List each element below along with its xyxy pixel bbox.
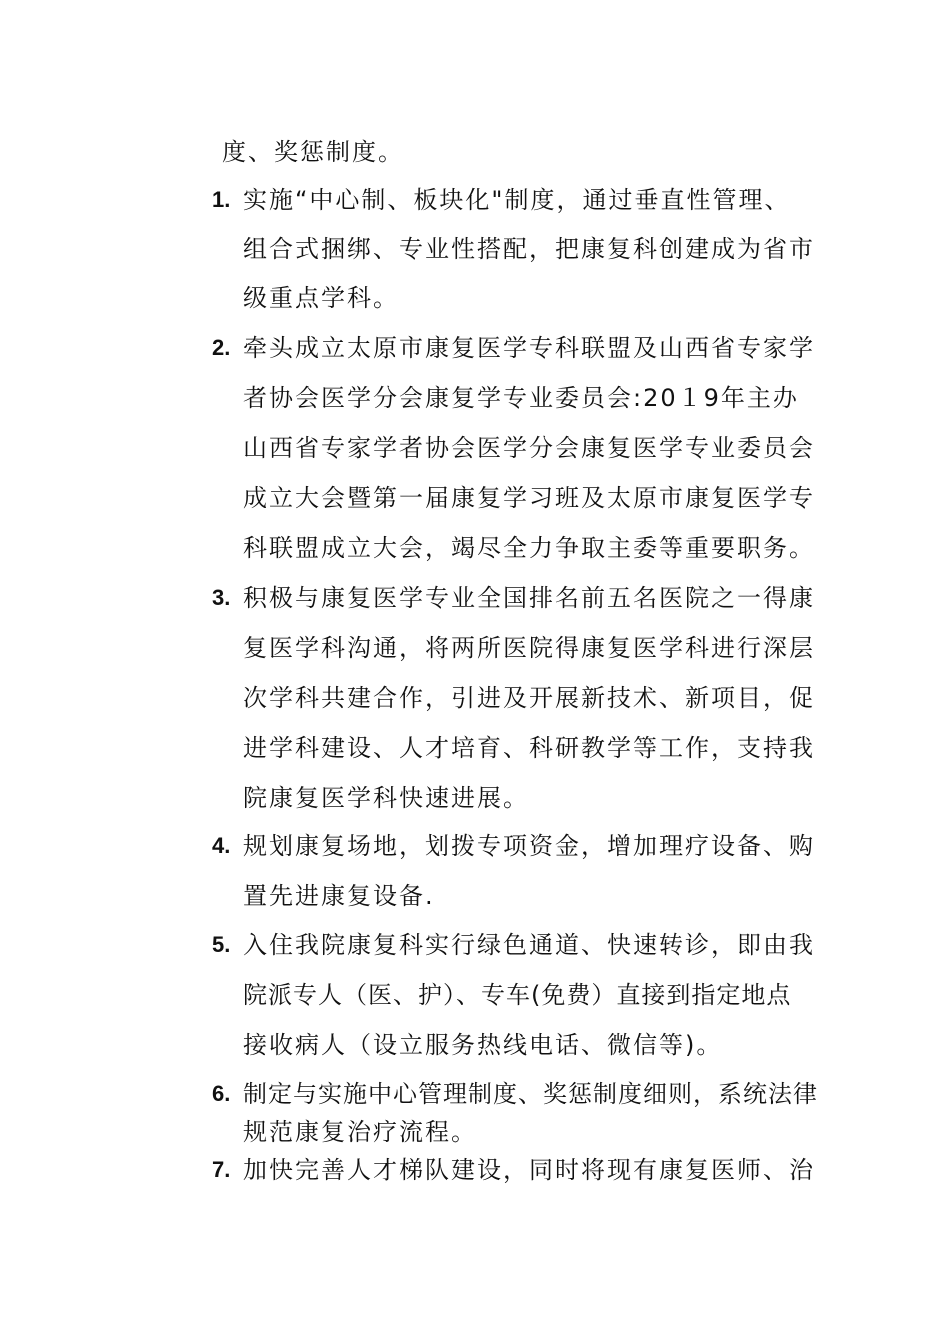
item-3-line-2: 复医学科沟通，将两所医院得康复医学科进行深层 — [243, 634, 815, 662]
item-6-number: 6. — [212, 1081, 231, 1106]
item-4-line-1: 规划康复场地，划拨专项资金，增加理疗设备、购 — [243, 832, 815, 860]
item-2-line-1: 牵头成立太原市康复医学专科联盟及山西省专家学 — [243, 334, 815, 362]
item-1-line-3: 级重点学科。 — [243, 284, 399, 312]
item-2-line-5: 科联盟成立大会，竭尽全力争取主委等重要职务。 — [243, 534, 815, 562]
item-5-line-2: 院派专人（医、护）、专车(免费）直接到指定地点 — [243, 981, 792, 1009]
item-1-line-1: 实施“中心制、板块化"制度，通过垂直性管理、 — [243, 186, 791, 214]
item-4-line-2: 置先进康复设备. — [243, 882, 435, 910]
item-2-number: 2. — [212, 335, 231, 360]
item-3-line-5: 院康复医学科快速进展。 — [243, 784, 529, 812]
item-3-number: 3. — [212, 585, 231, 610]
item-3-line-1: 积极与康复医学专业全国排名前五名医院之一得康 — [243, 584, 815, 612]
item-6-line-2: 规范康复治疗流程。 — [243, 1118, 477, 1146]
item-1-line-2: 组合式捆绑、专业性搭配，把康复科创建成为省市 — [243, 235, 815, 263]
item-7-line-1: 加快完善人才梯队建设，同时将现有康复医师、治 — [243, 1156, 815, 1184]
item-6-line-1: 制定与实施中心管理制度、奖惩制度细则，系统法律 — [243, 1080, 818, 1108]
item-5-line-1: 入住我院康复科实行绿色通道、快速转诊，即由我 — [243, 931, 815, 959]
item-5-number: 5. — [212, 932, 231, 957]
item-3-line-4: 进学科建设、人才培育、科研教学等工作，支持我 — [243, 734, 815, 762]
item-4-number: 4. — [212, 833, 231, 858]
item-3-line-3: 次学科共建合作，引进及开展新技术、新项目，促 — [243, 684, 815, 712]
item-7-number: 7. — [212, 1157, 231, 1182]
continuation-line: 度、奖惩制度。 — [222, 138, 404, 166]
item-5-line-3: 接收病人（设立服务热线电话、微信等)。 — [243, 1031, 723, 1059]
item-1-number: 1. — [212, 187, 231, 212]
item-2-line-2: 者协会医学分会康复学专业委员会:20１9年主办 — [243, 384, 799, 412]
item-2-line-4: 成立大会暨第一届康复学习班及太原市康复医学专 — [243, 484, 815, 512]
item-2-line-3: 山西省专家学者协会医学分会康复医学专业委员会 — [243, 434, 815, 462]
